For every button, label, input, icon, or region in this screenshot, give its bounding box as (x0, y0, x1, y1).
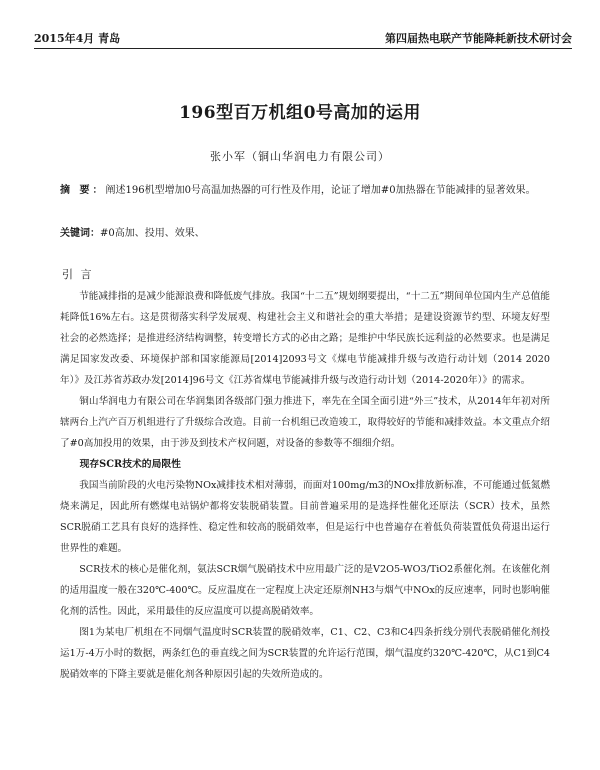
running-header (34, 26, 572, 49)
header-right: 第四届热电联产节能降耗新技术研讨会 (385, 32, 572, 45)
body-text (60, 286, 550, 685)
paragraph: 节能减排指的是减少能源浪费和降低废气排放。我国“十二五”规划纲要提出，“十二五”期间单位国内生产总值能耗降低16%左右。这是贯彻落实科学发展观、构建社会主义和谐社会的重大举措；是建设资源节约型、环境友好型社会的必然选择；是推进经济结构调整，转变增长方式的必由之路；是维护中华民族长远利益的必然要求。也是满足满足国家发改委、环境保护部和国家能源局[2014]2093号文《煤电节能减排升级与改造行动计划（2014 2020年）》及江苏省苏政办发[2014]96号文《江苏省煤电节能减排升级与改造行动计划（2014-2020年）》的需求。 (60, 291, 550, 386)
paragraph: SCR技术的核心是催化剂，氨法SCR烟气脱硝技术中应用最广泛的是V2O5-WO3/TiO2系催化剂。在该催化剂的适用温度一般在320℃-400℃。反应温度在一定程度上决定还原剂NH3与烟气中NOx的反应速率，同时也影响催化剂的活性。因此，采用最佳的反应温度可以提高脱硝效率。 (60, 564, 550, 617)
header-left: 2015年4月 青岛 (34, 32, 121, 45)
paragraph: 我国当前阶段的火电污染物NOx减排技术相对薄弱，而面对100mg/m3的NOx排放新标准，不可能通过低氮燃烧来满足，因此所有燃煤电站锅炉都将安装脱硝装置。目前普遍采用的是选择性催化还原法（SCR）技术，虽然SCR脱硝工艺具有良好的选择性、稳定性和较高的脱硝效率，但是运行中也普遍存在着低负荷装置低负荷退出运行世界性的难题。 (60, 480, 550, 554)
paper-title: 196型百万机组0号高加的运用 (179, 103, 421, 123)
paragraph: 铜山华润电力有限公司在华润集团各级部门强力推进下，率先在全国全面引进“外三”技术，从2014年年初对所辖两台上汽产百万机组进行了升级综合改造。目前一台机组已改造竣工，取得较好的节能和减排效益。本文重点介绍了#0高加投用的效果，由于涉及到技术产权问题，对设备的参数等不细细介绍。 (60, 396, 550, 449)
author-line: 张小军（铜山华润电力有限公司） (210, 150, 390, 163)
section-heading-intro: 引 言 (62, 268, 94, 281)
keywords-text: #0高加、投用、效果、 (100, 228, 205, 239)
abstract-label: 摘 要： (60, 185, 106, 196)
keywords-label: 关键词： (60, 228, 100, 239)
paragraph: 图1为某电厂机组在不同烟气温度时SCR装置的脱硝效率，C1、C2、C3和C4四条折线分别代表脱硝催化剂投运1万-4万小时的数据，两条红色的垂直线之间为SCR装置的允许运行范围，烟气温度约320℃-420℃，从C1到C4脱硝效率的下降主要就是催化剂各种原因引起的失效所造成的。 (60, 627, 550, 680)
keywords (60, 224, 548, 244)
subheading: 现存SCR技术的局限性 (79, 459, 181, 470)
abstract-text: 阐述196机型增加0号高温加热器的可行性及作用，论证了增加#0加热器在节能减排的显著效果。 (105, 185, 536, 196)
abstract (60, 180, 548, 202)
